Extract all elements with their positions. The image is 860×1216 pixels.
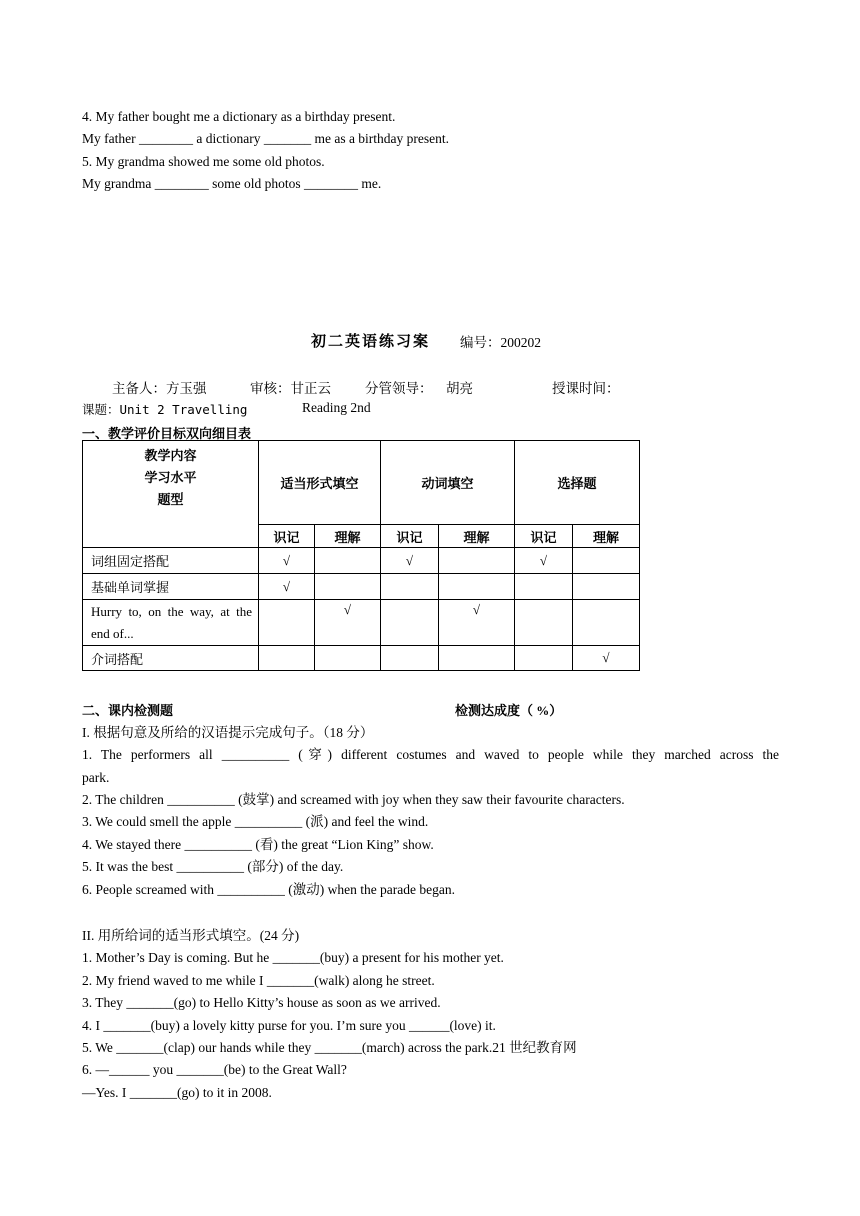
question-item: 6. —______ you _______(be) to the Great Wall?: [82, 1062, 347, 1077]
exercise-line: My father ________ a dictionary _______ me as a birthday present.: [82, 131, 450, 146]
check-cell: [259, 600, 315, 646]
check-cell: √: [381, 548, 439, 574]
exercise-line: 4. My father bought me a dictionary as a birthday present.: [82, 109, 396, 124]
check-cell: [573, 600, 640, 646]
group-header: 适当形式填空: [259, 441, 381, 525]
question-item: 3. We could smell the apple __________ (派) and feel the wind.: [82, 814, 429, 829]
level-header: 理解: [315, 525, 381, 548]
check-cell: √: [259, 574, 315, 600]
level-header: 识记: [259, 525, 315, 548]
topic-label: 课题：Unit 2 Travelling: [82, 402, 248, 417]
question-item: 2. My friend waved to me while I _______(walk) along he street.: [82, 973, 435, 988]
question-item: 2. The children __________ (鼓掌) and screamed with joy when they saw their favourite characters.: [82, 792, 625, 807]
level-header: 理解: [439, 525, 515, 548]
check-cell: √: [573, 646, 640, 671]
question-item: 5. We _______(clap) our hands while they _______(march) across the park.21 世纪教育网: [82, 1040, 577, 1055]
question-item: 6. People screamed with __________ (激动) when the parade began.: [82, 882, 456, 897]
part-heading: I. 根据句意及所给的汉语提示完成句子。（18 分）: [82, 725, 374, 740]
check-cell: [315, 574, 381, 600]
question-item: 4. I _______(buy) a lovely kitty purse for you. I’m sure you ______(love) it.: [82, 1018, 496, 1033]
exercise-line: 5. My grandma showed me some old photos.: [82, 154, 325, 169]
preparer: 主备人：方玉强: [112, 381, 207, 396]
question-item: 5. It was the best __________ (部分) of the day.: [82, 859, 344, 874]
check-cell: [439, 574, 515, 600]
check-cell: √: [259, 548, 315, 574]
check-cell: [259, 646, 315, 671]
group-header: 动词填空: [381, 441, 515, 525]
check-cell: [315, 646, 381, 671]
table-corner-cell: [83, 441, 259, 548]
table-row: [83, 548, 640, 574]
doc-number: 编号：200202: [460, 335, 541, 350]
check-cell: [381, 646, 439, 671]
corner-level-label: 学习水平: [144, 470, 197, 485]
check-cell: [573, 548, 640, 574]
corner-content-label: 教学内容: [144, 448, 197, 463]
check-cell: [381, 600, 439, 646]
check-cell: [439, 646, 515, 671]
achievement-rate: 检测达成度（ %）: [455, 703, 563, 718]
section-title: 一、教学评价目标双向细目表: [82, 426, 252, 441]
reviewer: 审核：甘正云: [250, 381, 331, 396]
check-cell: [515, 574, 573, 600]
check-cell: √: [439, 600, 515, 646]
question-item: 1. Mother’s Day is coming. But he _______(buy) a present for his mother yet.: [82, 950, 504, 965]
level-header: 识记: [381, 525, 439, 548]
check-cell: [573, 574, 640, 600]
question-item-continued: park.: [82, 770, 110, 785]
part-heading: II. 用所给词的适当形式填空。(24 分): [82, 928, 300, 943]
exercise-line: My grandma ________ some old photos ________ me.: [82, 176, 382, 191]
evaluation-table: [82, 440, 640, 671]
corner-type-label: 题型: [157, 492, 184, 507]
row-label: 词组固定搭配: [83, 548, 259, 574]
leader-label: 分管领导：: [365, 381, 433, 396]
check-cell: [381, 574, 439, 600]
topic-part: Reading 2nd: [302, 400, 371, 415]
table-row: [83, 600, 640, 646]
check-cell: √: [315, 600, 381, 646]
level-header: 识记: [515, 525, 573, 548]
table-row: [83, 646, 640, 671]
row-label: 基础单词掌握: [83, 574, 259, 600]
level-header: 理解: [573, 525, 640, 548]
question-item: 4. We stayed there __________ (看) the great “Lion King” show.: [82, 837, 434, 852]
question-item: 3. They _______(go) to Hello Kitty’s house as soon as we arrived.: [82, 995, 441, 1010]
check-cell: [439, 548, 515, 574]
question-item: —Yes. I _______(go) to it in 2008.: [82, 1085, 272, 1100]
group-header: 选择题: [515, 441, 640, 525]
question-item: 1. The performers all __________ (穿) different costumes and waved to people while they marched across the: [82, 747, 779, 762]
leader-name: 胡亮: [446, 381, 473, 396]
row-label: Hurry to, on the way, at the end of...: [83, 600, 259, 646]
check-cell: [315, 548, 381, 574]
section-title: 二、课内检测题: [82, 703, 174, 718]
check-cell: √: [515, 548, 573, 574]
check-cell: [515, 646, 573, 671]
check-cell: [515, 600, 573, 646]
lesson-time-label: 授课时间：: [552, 381, 620, 396]
table-row: [83, 574, 640, 600]
page-title: 初二英语练习案: [311, 334, 431, 350]
row-label: 介词搭配: [83, 646, 259, 671]
